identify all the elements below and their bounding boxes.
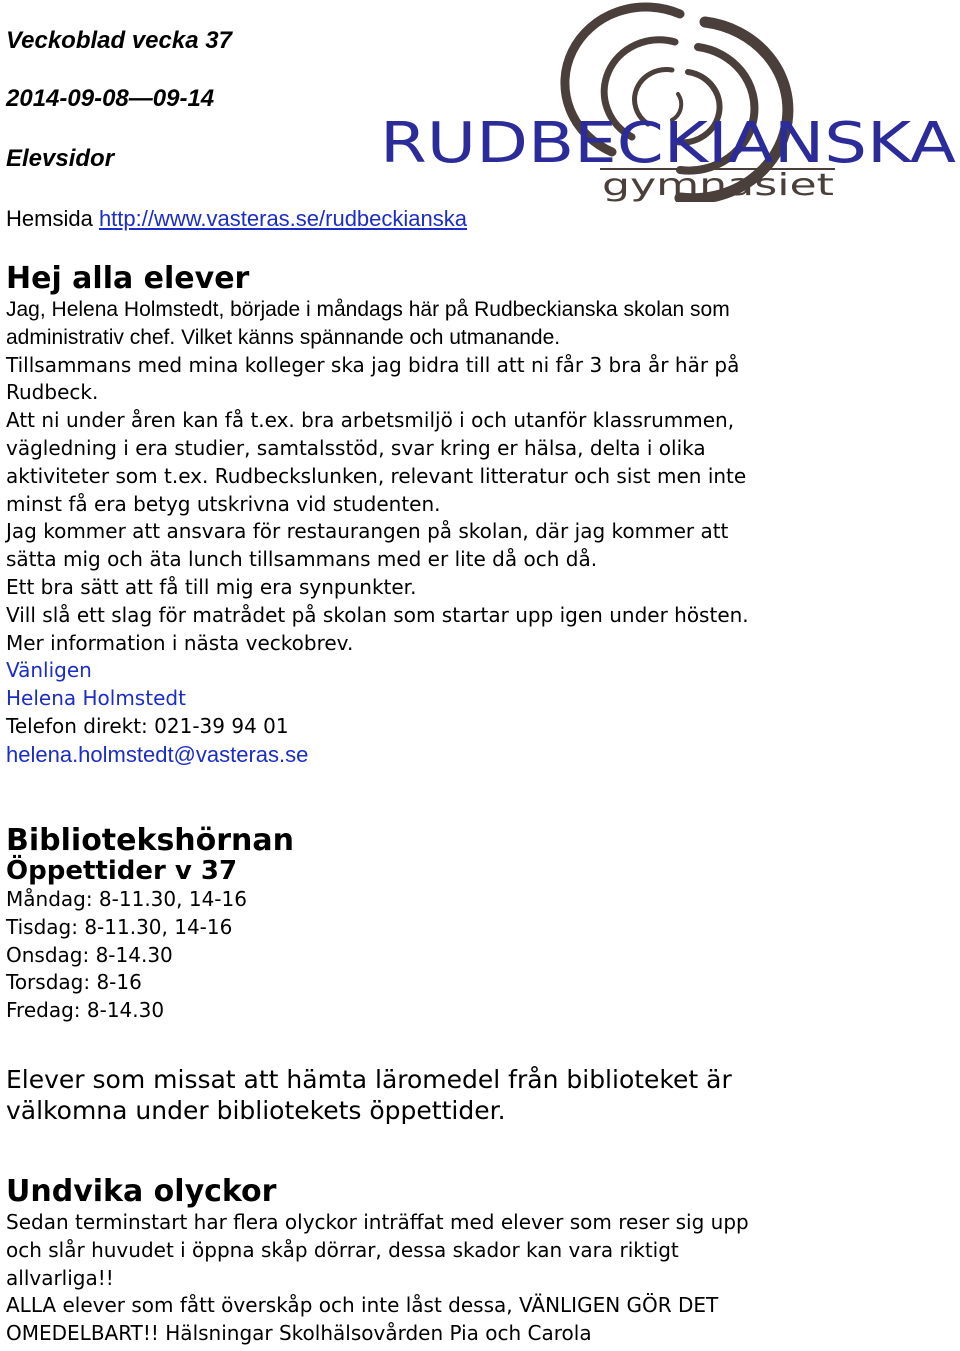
logo-name: RUDBECKIANSKA <box>380 111 956 176</box>
hours-monday: Måndag: 8-11.30, 14-16 <box>6 887 247 911</box>
logo-sub: gymnasiet <box>602 168 835 202</box>
welcome-body: Tillsammans med mina kolleger ska jag bidra till att ni får 3 bra år här på Rudbeck. Att ni under åren kan få t.ex. bra arbetsmiljö i och utanför klassrummen, vägledning i era studier, samtalsstöd, svar kring er hälsa, delta i olika aktiviteter som t.ex. Rudbeckslunken, relevant litteratur och sist men inte minst få era betyg utskrivna vid studenten. Jag kommer att ansvara för restaurangen på skolan, där jag kommer att sätta mig och äta lunch tillsammans med er lite då och då. Ett bra sätt att få till mig era synpunkter. Vill slå ett slag för matrådet på skolan som startar upp igen under hösten. Mer information i nästa veckobrev. <box>6 352 749 655</box>
library-section <box>6 824 956 1025</box>
section-label: Elevsidor <box>6 145 115 172</box>
rudbeckianska-logo <box>380 2 958 202</box>
library-subheading: Öppettider v 37 <box>6 856 238 886</box>
email-link[interactable]: helena.holmstedt@vasteras.se <box>6 741 309 767</box>
accidents-heading: Undvika olyckor <box>6 1174 277 1209</box>
library-notice: Elever som missat att hämta läromedel från biblioteket är välkomna under bibliotekets öppettider. <box>6 1065 732 1125</box>
date-range: 2014-09-08—09-14 <box>6 85 215 112</box>
newsletter-title: Veckoblad vecka 37 <box>6 27 232 54</box>
hours-friday: Fredag: 8-14.30 <box>6 998 165 1023</box>
accidents-section <box>6 1175 956 1348</box>
welcome-heading: Hej alla elever <box>6 261 250 296</box>
library-heading: Bibliotekshörnan <box>6 823 295 858</box>
phone: Telefon direkt: 021-39 94 01 <box>6 713 289 738</box>
signature: Helena Holmstedt <box>6 686 186 711</box>
closing: Vänligen <box>6 658 92 683</box>
welcome-intro: Jag, Helena Holmstedt, började i måndags här på Rudbeckianska skolan som administrativ chef. Vilket känns spännande och utmanande. <box>6 298 730 349</box>
welcome-section <box>6 262 956 769</box>
homepage-label: Hemsida <box>6 206 93 231</box>
hours-tuesday: Tisdag: 8-11.30, 14-16 <box>6 914 233 939</box>
homepage-link[interactable]: http://www.vasteras.se/rudbeckianska <box>98 206 467 231</box>
hours-thursday: Torsdag: 8-16 <box>6 970 142 995</box>
opening-hours <box>6 886 956 1025</box>
homepage-line <box>6 205 467 233</box>
accidents-body: Sedan terminstart har flera olyckor inträffat med elever som reser sig upp och slår huvudet i öppna skåp dörrar, dessa skador kan vara riktigt allvarliga!! ALLA elever som fått överskåp och inte låst dessa, VÄNLIGEN GÖR DET OMEDELBART!! Hälsningar Skolhälsovården Pia och Carola <box>6 1210 749 1346</box>
hours-wednesday: Onsdag: 8-14.30 <box>6 942 173 967</box>
